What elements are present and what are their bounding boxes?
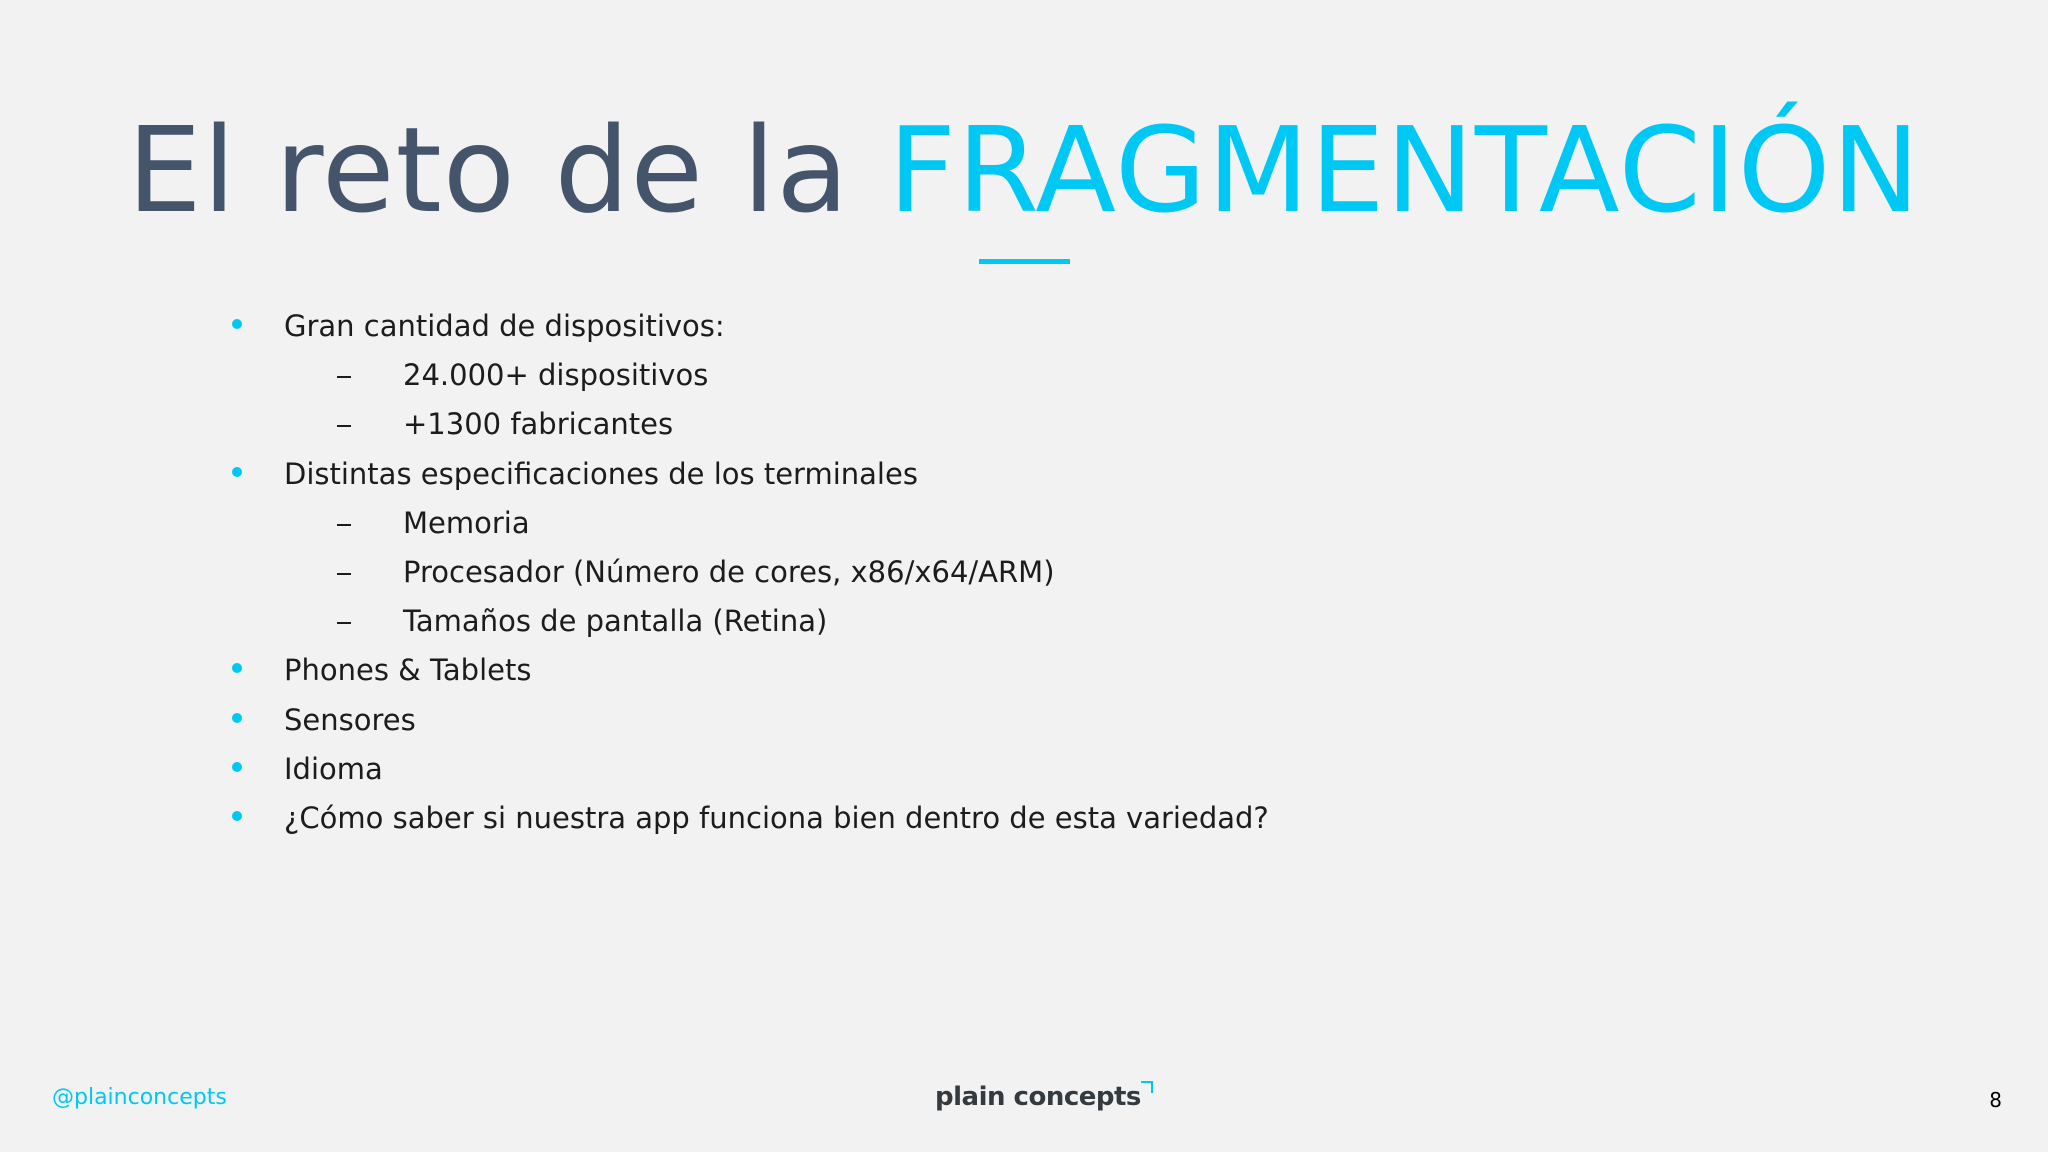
slide-title-prefix: El reto de la [127, 101, 889, 239]
slide-title-highlight: FRAGMENTACIÓN [888, 101, 1921, 239]
bullet-text: ¿Cómo saber si nuestra app funciona bien dentro de esta variedad? [284, 800, 1269, 835]
dash-icon [337, 573, 351, 575]
page-number: 8 [1989, 1088, 2002, 1112]
bullet-item [232, 745, 1832, 794]
twitter-handle: @plainconcepts [52, 1085, 227, 1110]
bullet-text: Phones & Tablets [284, 653, 532, 688]
bullet-dot-icon [232, 811, 242, 821]
bullet-text: Tamaños de pantalla (Retina) [403, 604, 828, 639]
bullet-text: Gran cantidad de dispositivos: [284, 309, 725, 343]
bullet-dot-icon [232, 467, 242, 477]
sub-bullet-item [232, 351, 1832, 400]
plain-concepts-logo [935, 1082, 1141, 1112]
title-underline [979, 259, 1070, 264]
dash-icon [337, 425, 351, 427]
bullet-dot-icon [232, 663, 242, 673]
bullet-text: Memoria [403, 505, 530, 540]
sub-bullet-item [232, 597, 1832, 646]
bullet-list [232, 302, 1832, 843]
bullet-item [232, 302, 1832, 351]
bullet-dot-icon [232, 319, 242, 329]
sub-bullet-item [232, 400, 1832, 449]
bullet-text: +1300 fabricantes [403, 407, 674, 442]
logo-text: plain concepts [935, 1082, 1141, 1112]
bullet-text: Procesador (Número de cores, x86/x64/ARM) [403, 554, 1055, 589]
sub-bullet-item [232, 499, 1832, 548]
dash-icon [337, 376, 351, 378]
slide-title [0, 100, 2048, 240]
bullet-text: Idioma [284, 751, 383, 786]
bullet-text: 24.000+ dispositivos [403, 358, 709, 393]
bullet-item [232, 794, 1832, 843]
bullet-item [232, 646, 1832, 695]
bullet-dot-icon [232, 713, 242, 723]
bullet-dot-icon [232, 762, 242, 772]
logo-corner-icon [1141, 1081, 1153, 1093]
dash-icon [337, 524, 351, 526]
bullet-item [232, 450, 1832, 499]
dash-icon [337, 622, 351, 624]
bullet-text: Sensores [284, 702, 416, 737]
bullet-text: Distintas especificaciones de los terminales [284, 456, 918, 491]
sub-bullet-item [232, 548, 1832, 597]
bullet-item [232, 696, 1832, 745]
